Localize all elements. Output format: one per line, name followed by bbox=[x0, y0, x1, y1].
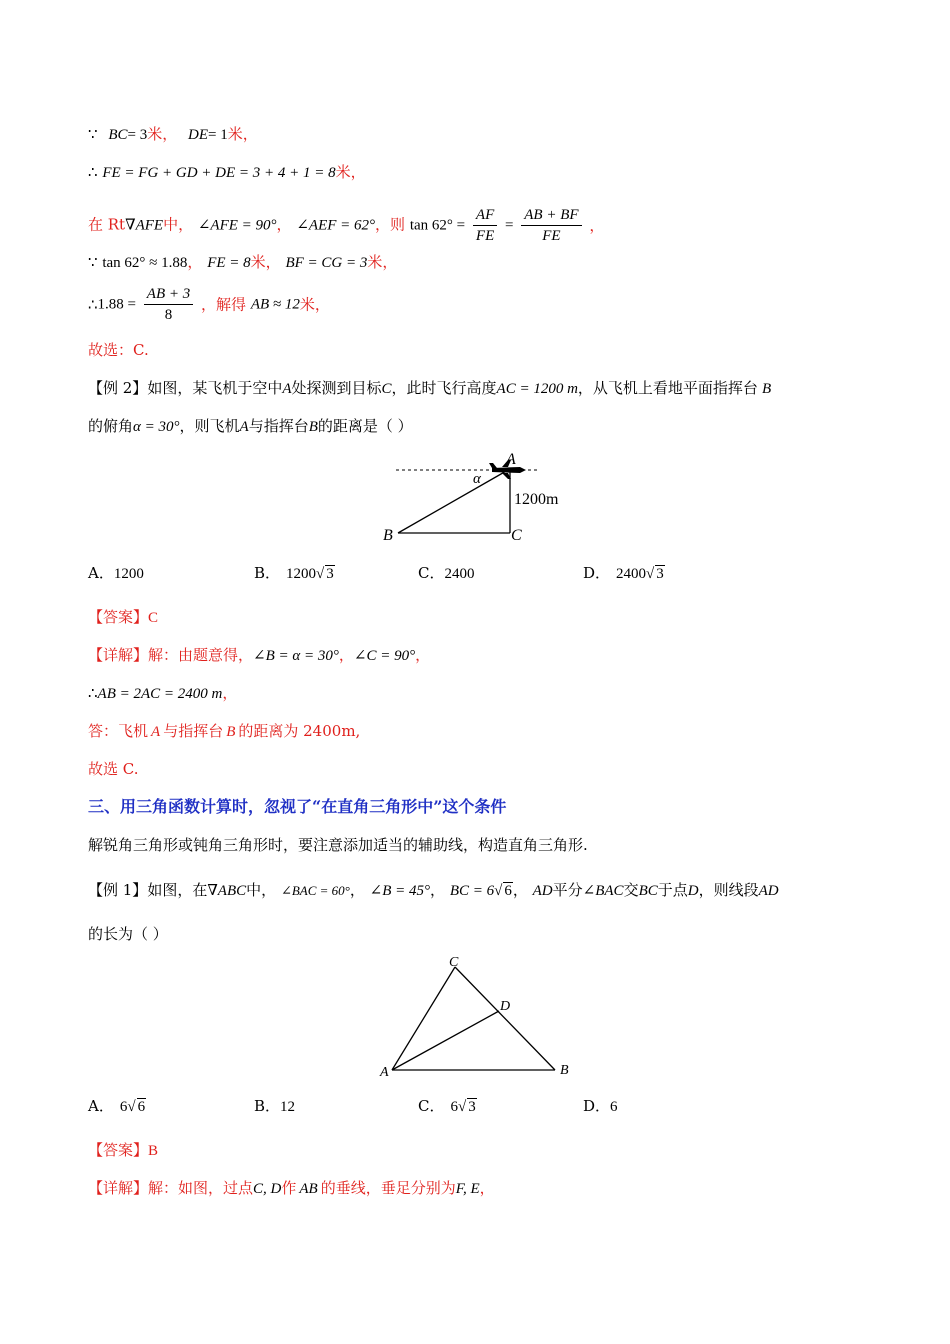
triangle-figure bbox=[375, 950, 575, 1080]
label-c: C bbox=[511, 527, 522, 544]
label-alpha: α bbox=[473, 471, 481, 487]
line-ad bbox=[392, 1011, 499, 1070]
example-2-detail-line-3: 答：飞机 A 与指挥台 B 的距离为 2400m, bbox=[88, 722, 361, 740]
airplane-figure bbox=[380, 448, 570, 548]
fraction-ab-bf-fe: $\frac{AB + BF}{FE}$ bbox=[521, 205, 581, 246]
example-1-question-line-2: 的长为（ ） bbox=[88, 925, 168, 943]
label-b: B bbox=[383, 527, 393, 544]
option-c[interactable]: C． 6√ 3 bbox=[418, 1097, 476, 1115]
solution-line-2: ∴ FE = FG + GD + DE = 3 + 4 + 1 = 8米， bbox=[88, 163, 366, 181]
fraction-ab3-8: $\frac{AB + 3}{8}$ bbox=[144, 284, 193, 325]
label-c: C bbox=[449, 955, 459, 970]
example-2-answer: 【答案】C bbox=[88, 608, 159, 626]
option-b[interactable]: B．12 bbox=[254, 1097, 296, 1115]
line-bc bbox=[455, 967, 555, 1070]
line-ac bbox=[392, 967, 455, 1070]
example-2-detail-line-2: ∴AB = 2AC = 2400 m， bbox=[88, 684, 238, 702]
option-d[interactable]: D． 2400√ 3 bbox=[583, 564, 664, 582]
option-a[interactable]: A． 6√ 6 bbox=[88, 1097, 146, 1115]
option-c[interactable]: C．2400 bbox=[418, 564, 475, 582]
section-3-heading: 三、用三角函数计算时，忽视了“在直角三角形中”这个条件 bbox=[88, 797, 507, 816]
label-a: A bbox=[380, 1065, 389, 1080]
label-height: 1200m bbox=[514, 491, 559, 508]
example-2-detail-line-4: 故选 C. bbox=[88, 760, 139, 778]
option-d[interactable]: D．6 bbox=[583, 1097, 618, 1115]
example-1-detail-line-1: 【详解】解：如图，过点C, D作 AB 的垂线，垂足分别为F, E， bbox=[88, 1179, 495, 1197]
example-1-question-line-1: 【例 1】如图，在∇ABC中， ∠BAC = 60°， ∠B = 45°， BC = 6√ 6， AD平分∠BAC交BC于点D，则线段AD bbox=[88, 881, 779, 899]
solution-line-3: 在 Rt∇AFE中， ∠AFE = 90°， ∠AEF = 62°，则 tan 62° = $\frac{AF}{FE}$ = $\frac{AB + BF}{FE}$ ， bbox=[88, 207, 605, 244]
example-2-question-line-2: 的俯角α = 30°，则飞机A与指挥台B的距离是（ ） bbox=[88, 417, 413, 435]
option-a[interactable]: A．1200 bbox=[88, 564, 144, 582]
example-2-detail-line-1: 【详解】解：由题意得，∠B = α = 30°，∠C = 90°， bbox=[88, 646, 431, 664]
fraction-af-fe: $\frac{AF}{FE}$ bbox=[473, 205, 497, 246]
label-b: B bbox=[560, 1063, 569, 1078]
solution-choice: 故选：C. bbox=[88, 341, 149, 359]
example-2-question-line-1: 【例 2】如图，某飞机于空中A处探测到目标C，此时飞行高度AC = 1200 m，从飞机上看地平面指挥台 B bbox=[88, 379, 772, 397]
solution-line-5: ∴1.88 = $\frac{AB + 3}{8}$ ，解得 AB ≈ 12米， bbox=[88, 286, 330, 323]
option-b[interactable]: B． 1200√ 3 bbox=[254, 564, 334, 582]
label-a: A bbox=[506, 451, 516, 468]
solution-line-1: ∵ BC= 3米， DE= 1米， bbox=[88, 125, 258, 143]
line-ab bbox=[398, 470, 508, 533]
section-3-description: 解锐角三角形或钝角三角形时，要注意添加适当的辅助线，构造直角三角形. bbox=[88, 836, 588, 854]
label-d: D bbox=[500, 999, 511, 1014]
solution-line-4: ∵ tan 62° ≈ 1.88， FE = 8米， BF = CG = 3米， bbox=[88, 253, 398, 271]
example-1-answer: 【答案】B bbox=[88, 1141, 159, 1159]
